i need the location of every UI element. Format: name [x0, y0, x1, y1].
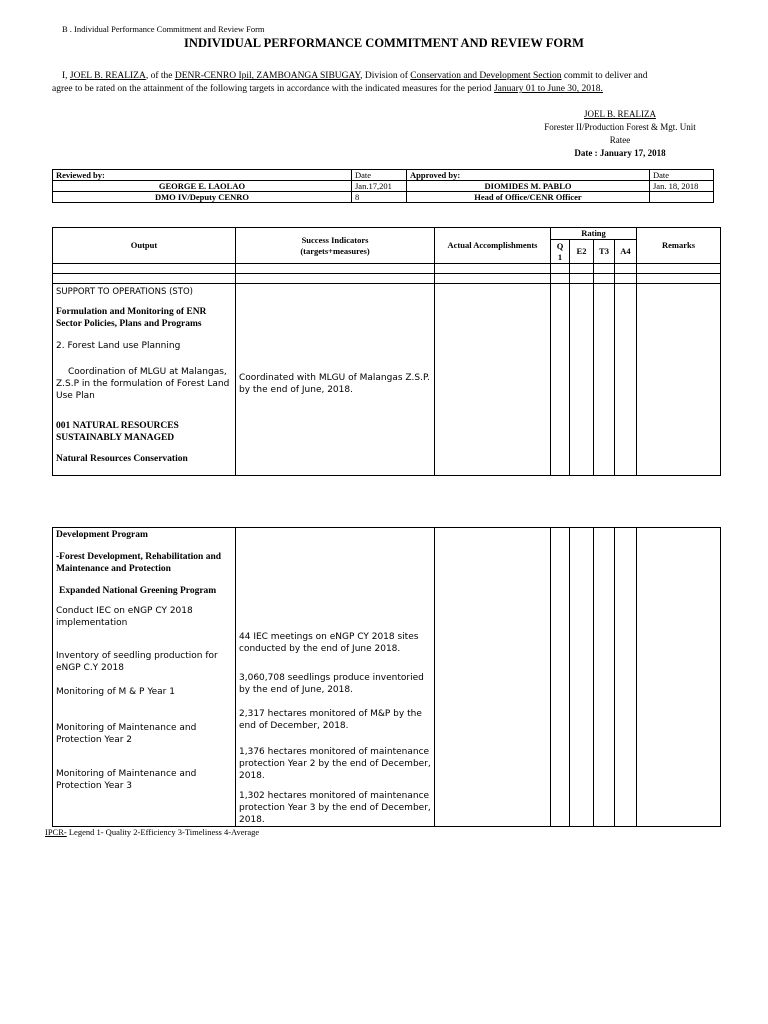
indicator-item: 1,376 hectares monitored of maintenance protection Year 2 by the end of December, 2018.: [239, 747, 431, 781]
form-code: B . Individual Performance Commitment and Review Form: [62, 24, 265, 34]
reviewer-position: DMO IV/Deputy CENRO: [53, 192, 352, 203]
indicators-header-line2: (targets+measures): [300, 245, 370, 256]
actual-header: Actual Accomplishments: [435, 228, 551, 264]
ipcr-table-2: [52, 527, 721, 827]
indicators-header: [236, 228, 435, 264]
reviewer-date: Jan.17,201: [352, 181, 407, 192]
date-label: Date: [352, 170, 407, 181]
output-item: Monitoring of Maintenance and Protection Year 2: [56, 723, 197, 745]
rating-header: Rating: [551, 228, 637, 240]
reviewer-name: GEORGE E. LAOLAO: [53, 181, 352, 192]
t3-header: T3: [594, 240, 615, 264]
natural-resources-label: 001 NATURAL RESOURCES SUSTAINABLY MANAGED: [56, 421, 179, 443]
output-item: Conduct IEC on eNGP CY 2018 implementation: [56, 606, 193, 628]
conservation-label: Natural Resources Conservation: [56, 454, 188, 464]
ratee-position: Forester II/Production Forest & Mgt. Unit: [544, 122, 696, 132]
q1-header: [551, 240, 570, 264]
output-cell: [53, 284, 236, 476]
remarks-header: Remarks: [637, 228, 721, 264]
form-title: INDIVIDUAL PERFORMANCE COMMITMENT AND REVIEW FORM: [184, 36, 584, 50]
indicator-item: 1,302 hectares monitored of maintenance protection Year 3 by the end of December, 2018.: [239, 791, 431, 825]
output-cell: [53, 528, 236, 827]
commitment-text: , Division of: [360, 71, 411, 81]
ratee-name-inline: JOEL B. REALIZA: [69, 71, 146, 81]
indicators-header-line1: Success Indicators: [301, 234, 369, 245]
development-program-label: Development Program: [56, 530, 148, 540]
commitment-text: commit to deliver and: [561, 71, 648, 81]
planning-label: 2. Forest Land use Planning: [56, 341, 181, 351]
indicator-item: 44 IEC meetings on eNGP CY 2018 sites conducted by the end of June 2018.: [239, 632, 419, 654]
coordination-indicator: Coordinated with MLGU of Malangas Z.S.P. by the end of June, 2018.: [239, 373, 430, 395]
legend-label: IPCR-: [45, 827, 67, 837]
office-name: DENR-CENRO Ipil, ZAMBOANGA SIBUGAY: [174, 71, 361, 81]
sto-label: SUPPORT TO OPERATIONS (STO): [56, 287, 193, 297]
output-item: Monitoring of M & P Year 1: [56, 687, 175, 697]
indicator-cell: [236, 528, 435, 827]
legend: [45, 827, 259, 837]
signatories-table: [52, 169, 714, 203]
rating-period: January 01 to June 30, 2018.: [493, 84, 603, 94]
output-item: Monitoring of Maintenance and Protection Year 3: [56, 769, 197, 791]
reviewer-date-cont: 8: [352, 192, 407, 203]
ratee-block: [530, 108, 710, 160]
indicator-cell: [236, 284, 435, 476]
output-header: Output: [53, 228, 236, 264]
commitment-text: , of the: [145, 71, 175, 81]
forest-development-label: -Forest Development, Rehabilitation and Maintenance and Protection: [56, 552, 222, 574]
a4-header: A4: [615, 240, 637, 264]
formulation-label: Formulation and Monitoring of ENR Sector Policies, Plans and Programs: [56, 307, 207, 329]
commitment-statement: [52, 70, 732, 96]
indicator-item: 3,060,708 seedlings produce inventoried by the end of June, 2018.: [239, 673, 424, 695]
approver-date: Jan. 18, 2018: [650, 181, 714, 192]
ratee-name: JOEL B. REALIZA: [584, 109, 656, 119]
q1-label-num: 1: [557, 251, 563, 262]
ratee-label: Ratee: [609, 135, 631, 145]
approved-by-label: Approved by:: [407, 170, 650, 181]
engp-label: Expanded National Greening Program: [59, 586, 217, 596]
e2-header: E2: [570, 240, 594, 264]
date-label: Date: [650, 170, 714, 181]
legend-text: Legend 1- Quality 2-Efficiency 3-Timeliness 4-Average: [66, 827, 260, 837]
ipcr-table-1: [52, 227, 721, 476]
approver-name: DIOMIDES M. PABLO: [407, 181, 650, 192]
coordination-output: Coordination of MLGU at Malangas, Z.S.P in the formulation of Forest Land Use Plan: [56, 367, 230, 401]
commitment-text: I,: [62, 71, 70, 81]
q1-label: Q: [556, 240, 564, 251]
ratee-date: Date : January 17, 2018: [574, 148, 666, 158]
reviewed-by-label: Reviewed by:: [53, 170, 352, 181]
output-item: Inventory of seedling production for eNGP C.Y 2018: [56, 651, 218, 673]
indicator-item: 2,317 hectares monitored of M&P by the end of December, 2018.: [239, 709, 422, 731]
approver-position: Head of Office/CENR Officer: [407, 192, 650, 203]
commitment-text: agree to be rated on the attainment of the following targets in accordance with the indicated measures for the period: [52, 84, 494, 94]
division-name: Conservation and Development Section: [410, 71, 562, 81]
